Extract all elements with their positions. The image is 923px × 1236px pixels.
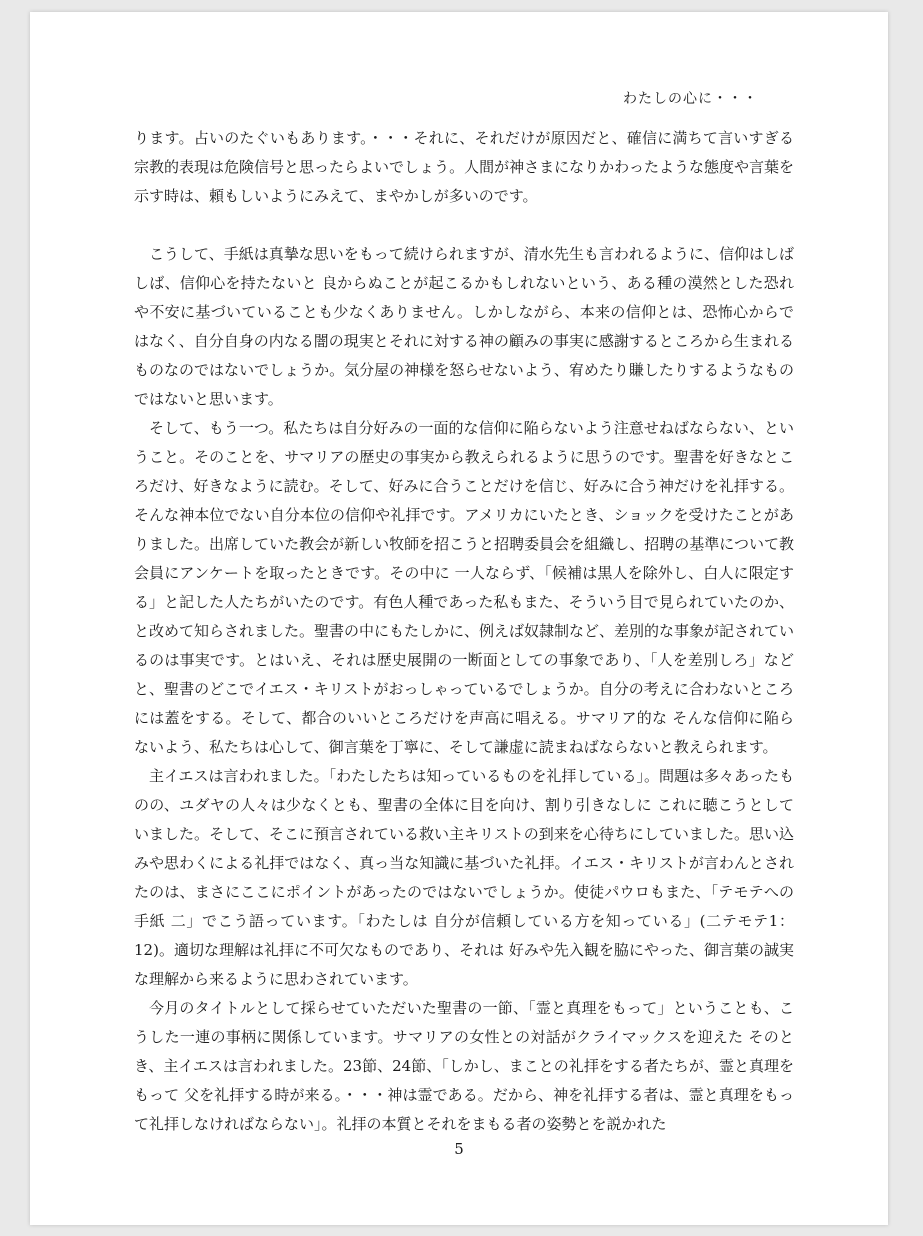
- running-header: わたしの心に・・・: [623, 91, 758, 107]
- page-number: 5: [454, 1140, 464, 1158]
- paragraph: 今月のタイトルとして採らせていただいた聖書の一節、「霊と真理をもって」ということも、こうした一連の事柄に関係しています。サマリアの女性との対話がクライマックスを迎えた そのとき、主イエスは言われました。23節、24節、「しかし、まことの礼拝をする者たちが、霊と真理をもって 父を礼拝する時が来る。・・・神は霊である。だから、神を礼拝する者は、霊と真理をもって礼拝しなければならない」。礼拝の本質とそれをまもる者の姿勢とを説かれた: [134, 999, 794, 1133]
- body-text: [134, 124, 794, 1139]
- paragraph: そして、もう一つ。私たちは自分好みの一面的な信仰に陥らないよう注意せねばならない、ということ。そのことを、サマリアの歴史の事実から教えられるように思うのです。聖書を好きなところだけ、好きなように読む。そして、好みに合うことだけを信じ、好みに合う神だけを礼拝する。そんな神本位でない自分本位の信仰や礼拝です。アメリカにいたとき、ショックを受けたことがありました。出席していた教会が新しい牧師を招こうと招聘委員会を組織し、招聘の基準について教会員にアンケートを取ったときです。その中に 一人ならず、「候補は黒人を除外し、白人に限定する」と記した人たちがいたのです。有色人種であった私もまた、そういう目で見られていたのか、と改めて知らされました。聖書の中にもたしかに、例えば奴隷制など、差別的な事象が記されているのは事実です。とはいえ、それは歴史展開の一断面としての事象であり、「人を差別しろ」などと、聖書のどこでイエス・キリストがおっしゃっているでしょうか。自分の考えに合わないところには蓋をする。そして、都合のいいところだけを声高に唱える。サマリア的な そんな信仰に陥らないよう、私たちは心して、御言葉を丁寧に、そして謙虚に読まねばならないと教えられます。: [134, 419, 795, 756]
- paragraph: こうして、手紙は真摯な思いをもって続けられますが、清水先生も言われるように、信仰はしばしば、信仰心を持たないと 良からぬことが起こるかもしれないという、ある種の漠然とした恐れや不安に基づいていることも少なくありません。しかしながら、本来の信仰とは、恐怖心からではなく、自分自身の内なる闇の現実とそれに対する神の顧みの事実に感謝するところから生まれるものなのではないでしょうか。気分屋の神様を怒らせないよう、宥めたり賺したりするようなものではないと思います。: [134, 245, 794, 408]
- paragraph: 主イエスは言われました。「わたしたちは知っているものを礼拝している」。問題は多々あったものの、ユダヤの人々は少なくとも、聖書の全体に目を向け、割り引きなしに これに聴こうとしていました。そして、そこに預言されている救い主キリストの到来を心待ちにしていました。思い込みや思わくによる礼拝ではなく、真っ当な知識に基づいた礼拝。イエス・キリストが言わんとされたのは、まさにここにポイントがあったのではないでしょうか。使徒パウロもまた、「テモテへの手紙 二」でこう語っています。「わたしは 自分が信頼している方を知っている」(二テモテ1：12)。適切な理解は礼拝に不可欠なものであり、それは 好みや先入観を脇にやった、御言葉の誠実な理解から来るように思わされています。: [134, 767, 794, 988]
- document-page: [30, 12, 888, 1225]
- paragraph: ります。占いのたぐいもあります。・・・それに、それだけが原因だと、確信に満ちて言いすぎる宗教的表現は危険信号と思ったらよいでしょう。人間が神さまになりかわったような態度や言葉を示す時は、頼もしいようにみえて、まやかしが多いのです。: [134, 129, 794, 205]
